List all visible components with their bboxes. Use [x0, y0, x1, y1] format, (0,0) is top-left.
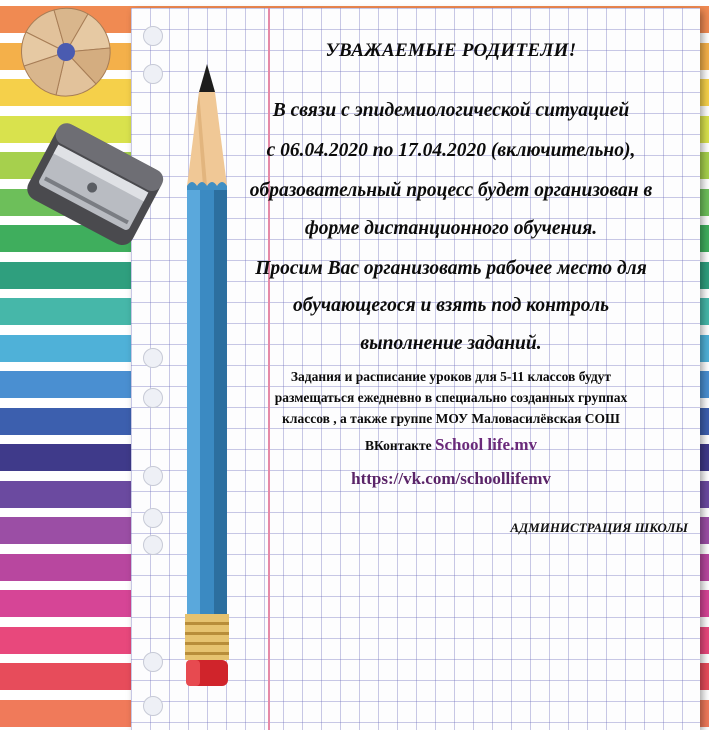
signature: АДМИНИСТРАЦИЯ ШКОЛЫ: [510, 520, 688, 535]
info-line-2: размещаться ежедневно в специально созданных группах: [274, 390, 628, 405]
notice-line-1: В связи с эпидемиологической ситуацией: [272, 100, 630, 121]
info-line-3: классов , а также группе МОУ Маловасилёвская СОШ: [282, 411, 620, 426]
notice-title: УВАЖАЕМЫЕ РОДИТЕЛИ!: [325, 40, 577, 61]
notice-line-3: образовательный процесс будет организован в: [249, 180, 653, 201]
notice-line-6: обучающегося и взять под контроль: [292, 295, 609, 316]
vk-prefix: ВКонтакте: [365, 438, 432, 453]
vk-group-name[interactable]: School life.mv: [434, 435, 537, 454]
pencil-shavings-icon: [8, 2, 128, 102]
notice-line-2: с 06.04.2020 по 17.04.2020 (включительно),: [266, 140, 636, 161]
pencil-icon: [180, 62, 236, 702]
vk-url-link[interactable]: https://vk.com/schoollifemv: [351, 469, 551, 488]
notice-line-4: форме дистанционного обучения.: [304, 218, 598, 239]
notice-line-7: выполнение заданий.: [360, 333, 542, 354]
vk-group-line: [231, 435, 671, 456]
info-line-1: Задания и расписание уроков для 5-11 классов будут: [290, 369, 612, 384]
notice-line-5: Просим Вас организовать рабочее место для: [255, 258, 647, 279]
